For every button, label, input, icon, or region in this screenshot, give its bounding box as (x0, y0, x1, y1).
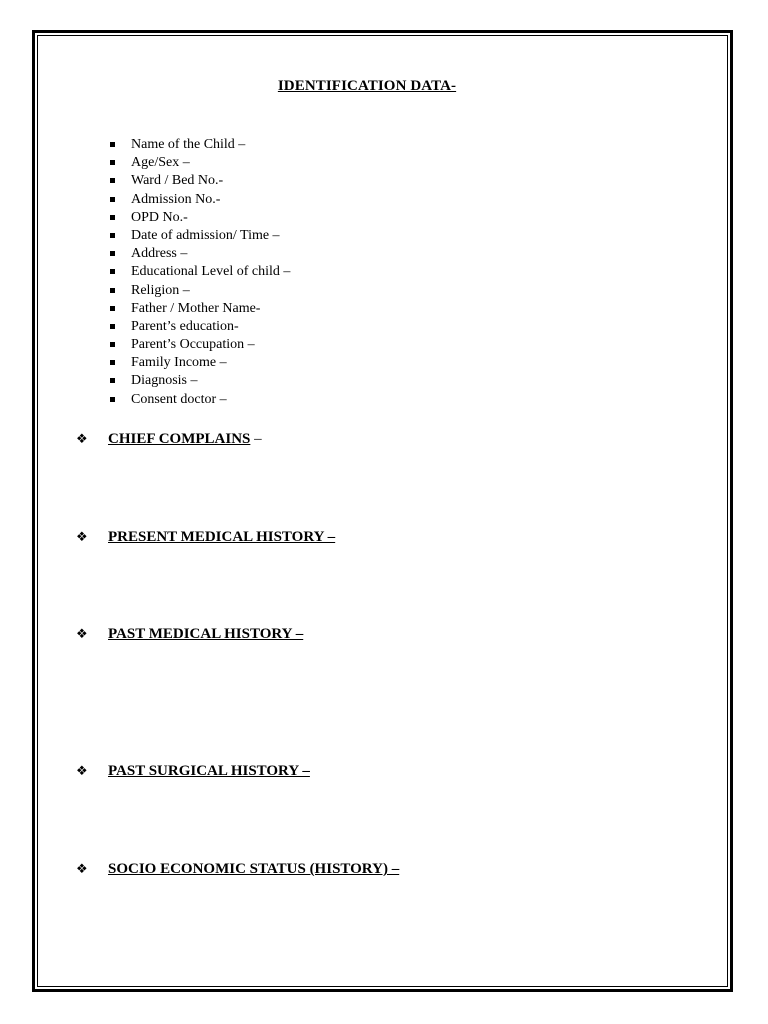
diamond-bullet-icon: ❖ (76, 626, 88, 641)
list-item (108, 209, 290, 227)
list-item (108, 172, 290, 190)
list-item-label: Diagnosis – (131, 373, 198, 389)
list-item-label: Father / Mother Name- (131, 300, 261, 316)
square-bullet-icon (110, 160, 115, 165)
list-item (108, 336, 290, 354)
section-chief-complains (76, 429, 262, 449)
square-bullet-icon (110, 288, 115, 293)
list-item-label: Age/Sex – (131, 155, 190, 171)
list-item-label: Parent’s Occupation – (131, 337, 255, 353)
section-past-surgical-history (76, 761, 310, 781)
section-heading: PAST MEDICAL HISTORY – (108, 626, 304, 642)
section-heading: CHIEF COMPLAINS (108, 431, 251, 447)
section-socio-economic-status (76, 859, 399, 879)
identification-list (108, 136, 290, 409)
list-item (108, 154, 290, 172)
list-item-label: Admission No.- (131, 191, 221, 207)
section-present-medical-history (76, 527, 335, 547)
diamond-bullet-icon: ❖ (76, 431, 88, 446)
diamond-bullet-icon: ❖ (76, 529, 88, 544)
list-item (108, 300, 290, 318)
section-heading: PAST SURGICAL HISTORY – (108, 763, 310, 779)
list-item (108, 191, 290, 209)
diamond-bullet-icon: ❖ (76, 763, 88, 778)
square-bullet-icon (110, 360, 115, 365)
list-item-label: Ward / Bed No.- (131, 173, 224, 189)
square-bullet-icon (110, 233, 115, 238)
square-bullet-icon (110, 215, 115, 220)
section-heading-suffix: – (250, 431, 262, 447)
list-item (108, 318, 290, 336)
list-item (108, 282, 290, 300)
list-item-label: Name of the Child – (131, 137, 246, 152)
section-past-medical-history (76, 624, 303, 644)
section-heading: SOCIO ECONOMIC STATUS (HISTORY) – (108, 861, 400, 877)
list-item-label: Address – (131, 246, 188, 262)
section-heading: PRESENT MEDICAL HISTORY – (108, 529, 336, 545)
square-bullet-icon (110, 397, 115, 402)
list-item-label: Parent’s education- (131, 318, 239, 334)
square-bullet-icon (110, 197, 115, 202)
list-item-label: Religion – (131, 282, 190, 298)
list-item (108, 136, 290, 154)
square-bullet-icon (110, 342, 115, 347)
list-item (108, 372, 290, 390)
square-bullet-icon (110, 142, 115, 147)
square-bullet-icon (110, 378, 115, 383)
list-item (108, 263, 290, 281)
list-item (108, 245, 290, 263)
list-item-label: Family Income – (131, 355, 227, 371)
list-item-label: OPD No.- (131, 209, 188, 225)
page-title: IDENTIFICATION DATA- (277, 78, 457, 94)
list-item (108, 354, 290, 372)
square-bullet-icon (110, 178, 115, 183)
list-item-label: Educational Level of child – (131, 264, 291, 280)
diamond-bullet-icon: ❖ (76, 861, 88, 876)
square-bullet-icon (110, 269, 115, 274)
list-item-label: Date of admission/ Time – (131, 227, 280, 243)
list-item-label: Consent doctor – (131, 391, 227, 407)
square-bullet-icon (110, 306, 115, 311)
list-item (108, 391, 290, 409)
square-bullet-icon (110, 324, 115, 329)
square-bullet-icon (110, 251, 115, 256)
list-item (108, 227, 290, 245)
